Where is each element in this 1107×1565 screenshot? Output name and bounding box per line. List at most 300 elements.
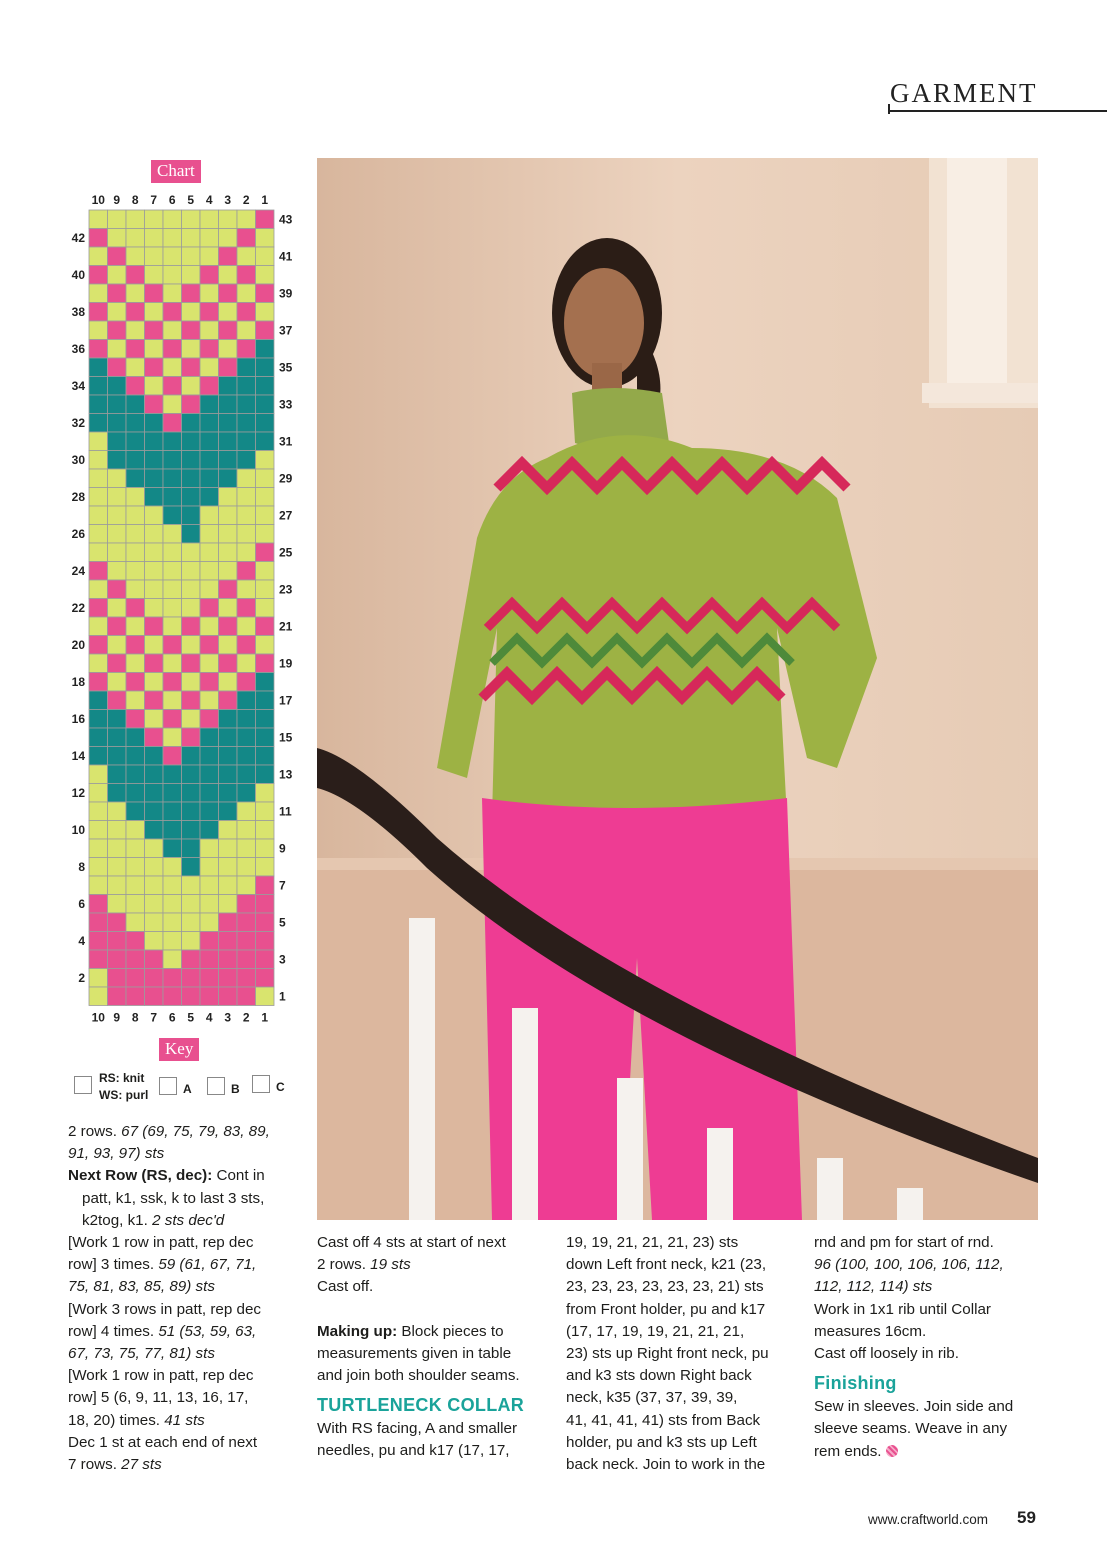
chart-cell [163, 895, 182, 914]
chart-row-label: 22 [71, 600, 85, 615]
pattern-line [317, 1343, 549, 1365]
pattern-line [566, 1454, 798, 1476]
chart-cell [237, 895, 256, 914]
chart-cell [126, 839, 145, 858]
chart-cell [89, 210, 108, 229]
chart-cell [89, 802, 108, 821]
chart-cell [200, 543, 219, 562]
chart-cell [145, 987, 164, 1006]
chart-cell [182, 432, 201, 451]
chart-cell [237, 210, 256, 229]
chart-cell [200, 525, 219, 544]
chart-cell [145, 580, 164, 599]
chart-cell [108, 895, 127, 914]
text-run: rnd and pm for start of rnd. [814, 1234, 994, 1251]
chart-cell [163, 802, 182, 821]
chart-cell [108, 377, 127, 396]
chart-cell [126, 802, 145, 821]
pattern-line [814, 1232, 1046, 1254]
chart-cell [182, 654, 201, 673]
chart-cell [108, 358, 127, 377]
text-run: Cast off loosely in rib. [814, 1345, 959, 1363]
chart-row-label: 34 [71, 378, 85, 393]
chart-cell [145, 358, 164, 377]
pattern-line [68, 1410, 308, 1432]
pattern-line [68, 1321, 308, 1343]
chart-cell [126, 969, 145, 988]
chart-cell [89, 617, 108, 636]
chart-cell [219, 321, 238, 340]
chart-cell [108, 562, 127, 581]
chart-cell [145, 747, 164, 766]
chart-cell [126, 784, 145, 803]
italic-run: 51 (53, 59, 63, [158, 1322, 257, 1340]
chart-cell [200, 340, 219, 359]
chart-cell [256, 950, 275, 969]
chart-cell [126, 543, 145, 562]
chart-cell [182, 247, 201, 266]
text-run: 18, 20) times. [68, 1411, 165, 1429]
chart-cell [163, 377, 182, 396]
chart-cell [163, 987, 182, 1006]
chart-cell [108, 229, 127, 248]
chart-cell [163, 488, 182, 507]
chart-cell [145, 432, 164, 451]
chart-cell [145, 913, 164, 932]
text-run: and join both shoulder seams. [317, 1367, 520, 1385]
pattern-line [68, 1432, 308, 1454]
chart-cell [145, 821, 164, 840]
chart-cell [182, 358, 201, 377]
chart-cell [108, 747, 127, 766]
chart-cell [145, 562, 164, 581]
key-label-ws: WS: purl [99, 1088, 149, 1102]
paragraph-gap [317, 1299, 549, 1321]
key-label-rs: RS: knit [99, 1071, 145, 1085]
chart-cell [200, 710, 219, 729]
pattern-line [566, 1343, 798, 1365]
chart-cell [237, 821, 256, 840]
chart-cell [219, 821, 238, 840]
chart-row-label: 20 [71, 637, 85, 652]
chart-cell [89, 821, 108, 840]
chart-row-label: 33 [279, 397, 293, 412]
chart-cell [163, 784, 182, 803]
text-run: row] 5 (6, 9, 11, 13, 16, 17, [68, 1389, 249, 1407]
chart-cell [89, 266, 108, 285]
chart-cell [237, 488, 256, 507]
text-run: Block pieces to [397, 1322, 504, 1340]
chart-cell [256, 821, 275, 840]
chart-cell [89, 913, 108, 932]
italic-run: 67 (69, 75, 79, 83, 89, [121, 1123, 270, 1140]
chart-cell [126, 710, 145, 729]
chart-cell [89, 673, 108, 692]
text-run: 7 rows. [68, 1456, 122, 1474]
chart-row-label: 3 [279, 952, 286, 967]
text-run: (17, 17, 19, 19, 21, 21, 21, [566, 1322, 745, 1340]
chart-cell [200, 562, 219, 581]
chart-cell [237, 876, 256, 895]
chart-cell [237, 654, 256, 673]
chart-col-label-bottom: 7 [150, 1010, 158, 1025]
chart-cell [108, 876, 127, 895]
chart-cell [145, 321, 164, 340]
chart-cell [126, 617, 145, 636]
chart-cell [108, 969, 127, 988]
text-run: patt, k1, ssk, k to last 3 sts, [82, 1189, 265, 1207]
chart-cell [237, 580, 256, 599]
chart-row-label: 23 [279, 582, 293, 597]
chart-cell [200, 728, 219, 747]
chart-cell [256, 747, 275, 766]
chart-cell [200, 210, 219, 229]
chart-col-label-bottom: 9 [113, 1010, 121, 1025]
chart-cell [163, 303, 182, 322]
text-run: Cast off 4 sts at start of next [317, 1234, 506, 1251]
chart-cell [145, 969, 164, 988]
chart-cell [256, 210, 275, 229]
pattern-line [814, 1441, 1046, 1463]
chart-cell [108, 710, 127, 729]
chart-cell [108, 839, 127, 858]
chart-cell [219, 747, 238, 766]
chart-cell [145, 950, 164, 969]
chart-row-label: 8 [78, 859, 85, 874]
chart-col-label-top: 6 [168, 193, 176, 207]
chart-cell [163, 673, 182, 692]
chart-cell [200, 377, 219, 396]
chart-cell [200, 636, 219, 655]
chart-cell [145, 303, 164, 322]
chart-cell [182, 673, 201, 692]
chart-cell [126, 506, 145, 525]
chart-cell [163, 876, 182, 895]
chart-cell [108, 913, 127, 932]
chart-row-label: 6 [78, 896, 85, 911]
chart-cell [256, 247, 275, 266]
chart-cell [163, 229, 182, 248]
chart-cell [256, 377, 275, 396]
chart-cell [237, 543, 256, 562]
chart-cell [89, 599, 108, 618]
pattern-line [566, 1365, 798, 1387]
chart-row-label: 15 [279, 730, 293, 745]
italic-run: 75, 81, 83, 85, 89) sts [68, 1278, 215, 1296]
chart-cell [219, 266, 238, 285]
pattern-line [68, 1188, 308, 1210]
chart-cell [163, 821, 182, 840]
pattern-line [566, 1410, 798, 1432]
chart-cell [89, 284, 108, 303]
chart-cell [145, 617, 164, 636]
chart-cell [163, 432, 182, 451]
chart-cell [108, 765, 127, 784]
text-run: Cont in [212, 1167, 265, 1185]
chart-cell [200, 451, 219, 470]
chart-cell [126, 488, 145, 507]
pattern-line [317, 1418, 549, 1440]
key-swatch-a [159, 1077, 177, 1095]
section-heading: Finishing [814, 1373, 897, 1394]
chart-cell [182, 488, 201, 507]
chart-cell [163, 765, 182, 784]
pattern-line [814, 1321, 1046, 1343]
chart-col-label-top: 5 [187, 193, 195, 207]
chart-cell [256, 506, 275, 525]
chart-cell [126, 284, 145, 303]
chart-cell [256, 358, 275, 377]
chart-cell [237, 562, 256, 581]
chart-cell [256, 728, 275, 747]
chart-cell [89, 784, 108, 803]
pattern-line [317, 1440, 549, 1462]
text-run: row] 3 times. [68, 1256, 159, 1274]
text-run: neck, k35 (37, 37, 39, 39, [566, 1389, 738, 1407]
chart-cell [219, 525, 238, 544]
pattern-line [68, 1343, 308, 1365]
chart-row-label: 12 [71, 785, 85, 800]
chart-cell [145, 488, 164, 507]
chart-cell [126, 303, 145, 322]
chart-cell [200, 839, 219, 858]
chart-cell [237, 858, 256, 877]
chart-cell [108, 543, 127, 562]
chart-cell [219, 728, 238, 747]
chart-cell [126, 895, 145, 914]
chart-cell [182, 802, 201, 821]
chart-cell [200, 747, 219, 766]
chart-cell [89, 321, 108, 340]
chart-cell [145, 340, 164, 359]
pattern-line [317, 1321, 549, 1343]
chart-cell [145, 802, 164, 821]
chart-cell [182, 599, 201, 618]
chart-cell [200, 469, 219, 488]
chart-cell [163, 580, 182, 599]
page-number: 59 [1017, 1508, 1036, 1527]
chart-cell [182, 395, 201, 414]
chart-cell [237, 839, 256, 858]
chart-cell [200, 617, 219, 636]
text-run: Cast off. [317, 1278, 374, 1296]
pattern-line [317, 1232, 549, 1254]
chart-cell [163, 691, 182, 710]
chart-cell [256, 469, 275, 488]
chart-cell [200, 858, 219, 877]
chart-cell [219, 247, 238, 266]
chart-cell [108, 247, 127, 266]
chart-cell [108, 617, 127, 636]
chart-cell [182, 469, 201, 488]
chart-cell [200, 987, 219, 1006]
chart-cell [89, 765, 108, 784]
chart-cell [219, 950, 238, 969]
chart-cell [237, 913, 256, 932]
pattern-line [814, 1396, 1046, 1418]
pattern-line [814, 1343, 1046, 1365]
pattern-line [68, 1387, 308, 1409]
chart-cell [200, 673, 219, 692]
chart-cell [200, 969, 219, 988]
chart-cell [126, 247, 145, 266]
chart-cell [219, 876, 238, 895]
chart-cell [182, 932, 201, 951]
chart-cell [145, 654, 164, 673]
chart-cell [219, 987, 238, 1006]
chart-col-label-top: 1 [261, 193, 269, 207]
chart-cell [108, 340, 127, 359]
chart-cell [237, 377, 256, 396]
chart-cell [182, 987, 201, 1006]
chart-cell [182, 876, 201, 895]
italic-run: 67, 73, 75, 77, 81) sts [68, 1345, 215, 1363]
chart-cell [163, 599, 182, 618]
chart-col-label-top: 2 [242, 193, 250, 207]
text-run: holder, pu and k3 sts up Left [566, 1433, 757, 1451]
pattern-line [814, 1254, 1046, 1276]
chart-cell [89, 839, 108, 858]
chart-cell [237, 395, 256, 414]
chart-cell [126, 395, 145, 414]
chart-cell [237, 506, 256, 525]
italic-run: 112, 112, 114) sts [814, 1278, 933, 1296]
chart-cell [163, 284, 182, 303]
pattern-line [68, 1165, 308, 1187]
chart-cell [237, 284, 256, 303]
chart-cell [145, 210, 164, 229]
key-swatch-b [207, 1077, 225, 1095]
chart-cell [89, 488, 108, 507]
chart-row-label: 30 [71, 452, 85, 467]
chart-row-label: 37 [279, 323, 293, 338]
chart-cell [237, 728, 256, 747]
chart-cell [219, 802, 238, 821]
chart-cell [126, 932, 145, 951]
text-run: from Front holder, pu and k17 [566, 1300, 766, 1318]
chart-cell [163, 654, 182, 673]
pattern-line [814, 1418, 1046, 1440]
chart-cell [237, 303, 256, 322]
chart-cell [219, 839, 238, 858]
chart-cell [182, 321, 201, 340]
chart-cell [256, 303, 275, 322]
chart-cell [108, 932, 127, 951]
pattern-line [566, 1299, 798, 1321]
chart-cell [237, 987, 256, 1006]
text-run: 41, 41, 41, 41) sts from Back [566, 1411, 761, 1429]
chart-col-label-bottom: 5 [187, 1010, 195, 1025]
chart-cell [163, 321, 182, 340]
chart-cell [219, 284, 238, 303]
chart-cell [219, 969, 238, 988]
pattern-line [566, 1254, 798, 1276]
chart-cell [219, 562, 238, 581]
chart-cell [108, 488, 127, 507]
chart-cell [126, 876, 145, 895]
footer-url: www.craftworld.com [868, 1512, 989, 1527]
chart-cell [219, 858, 238, 877]
chart-row-label: 38 [71, 304, 85, 319]
chart-cell [182, 210, 201, 229]
chart-cell [145, 728, 164, 747]
chart-cell [219, 451, 238, 470]
chart-cell [200, 784, 219, 803]
text-run: 23) sts up Right front neck, pu [566, 1345, 769, 1363]
chart-cell [145, 895, 164, 914]
chart-cell [145, 229, 164, 248]
chart-row-label: 17 [279, 693, 293, 708]
chart-cell [182, 340, 201, 359]
chart-cell [163, 210, 182, 229]
chart-cell [182, 377, 201, 396]
bold-run: Making up: [317, 1322, 398, 1340]
chart-cell [200, 229, 219, 248]
chart-cell [108, 451, 127, 470]
chart-cell [126, 821, 145, 840]
chart-cell [200, 654, 219, 673]
chart-cell [89, 858, 108, 877]
chart-cell [89, 710, 108, 729]
pattern-line [68, 1254, 308, 1276]
chart-cell [219, 710, 238, 729]
chart-cell [163, 617, 182, 636]
chart-cell [163, 469, 182, 488]
chart-cell [256, 969, 275, 988]
chart-cell [256, 654, 275, 673]
chart-cell [89, 229, 108, 248]
pattern-line [68, 1454, 308, 1476]
chart-cell [89, 340, 108, 359]
pattern-line [317, 1365, 549, 1387]
chart-cell [219, 673, 238, 692]
chart-cell [89, 414, 108, 433]
chart-cell [200, 395, 219, 414]
chart-cell [108, 525, 127, 544]
chart-cell [126, 858, 145, 877]
chart-row-label: 39 [279, 286, 293, 301]
chart-cell [200, 303, 219, 322]
chart-cell [256, 636, 275, 655]
chart-cell [145, 284, 164, 303]
chart-cell [200, 821, 219, 840]
chart-cell [145, 506, 164, 525]
chart-cell [219, 377, 238, 396]
chart-cell [126, 747, 145, 766]
chart-cell [219, 599, 238, 618]
chart-cell [163, 932, 182, 951]
chart-cell [219, 469, 238, 488]
chart-cell [256, 987, 275, 1006]
chart-row-label: 7 [279, 878, 286, 893]
chart-cell [237, 525, 256, 544]
chart-cell [89, 562, 108, 581]
chart-cell [126, 599, 145, 618]
chart-cell [182, 451, 201, 470]
model-photo-illustration [317, 158, 1038, 1220]
italic-run: 19 sts [370, 1256, 411, 1274]
colourwork-chart [60, 190, 310, 1030]
pattern-line [566, 1276, 798, 1298]
chart-cell [219, 303, 238, 322]
chart-cell [237, 784, 256, 803]
chart-row-label: 25 [279, 545, 293, 560]
chart-cell [108, 654, 127, 673]
chart-cell [163, 358, 182, 377]
text-run: [Work 3 rows in patt, rep dec [68, 1300, 262, 1318]
chart-cell [256, 525, 275, 544]
chart-cell [237, 747, 256, 766]
